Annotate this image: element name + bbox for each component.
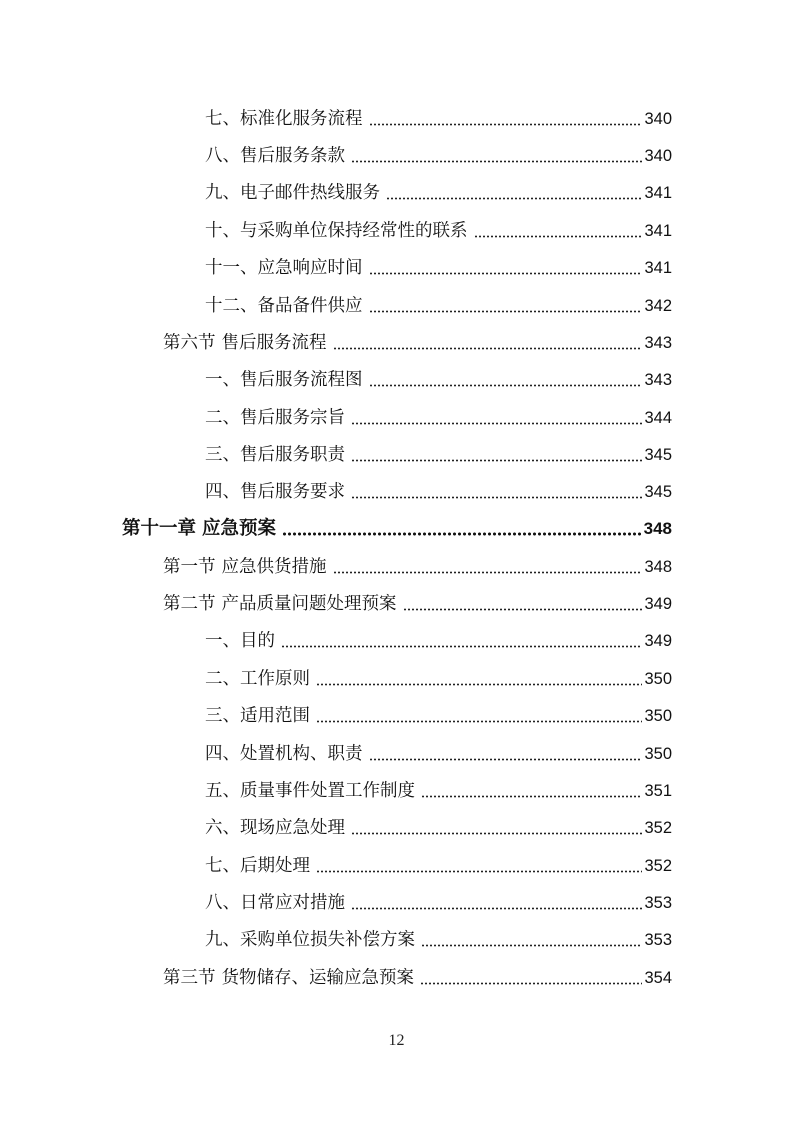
toc-entry	[205, 928, 672, 952]
toc-leader-dots	[316, 683, 642, 686]
toc-entry	[205, 256, 672, 280]
toc-entry-number: 八、	[205, 146, 240, 166]
toc-leader-dots	[369, 272, 643, 275]
toc-entry-number: 六、	[205, 818, 240, 838]
toc-leader-dots	[282, 532, 642, 536]
toc-entry-number: 七、	[205, 109, 240, 129]
toc-leader-dots	[333, 347, 643, 350]
toc-entry	[205, 779, 672, 803]
toc-section-entry	[163, 555, 672, 579]
toc-entry	[205, 368, 672, 392]
toc-entry-page: 345	[644, 483, 672, 501]
toc-entry	[205, 144, 672, 168]
toc-leader-dots	[333, 571, 643, 574]
toc-entry	[205, 443, 672, 467]
toc-entry-number: 二、	[205, 408, 240, 428]
toc-entry	[205, 294, 672, 318]
toc-entry-number: 十、	[205, 221, 240, 241]
toc-entry-number: 第六节	[163, 333, 216, 353]
toc-entry	[205, 107, 672, 131]
toc-leader-dots	[369, 758, 643, 761]
toc-entry-number: 四、	[205, 482, 240, 502]
toc-entry-page: 342	[644, 297, 672, 315]
toc-leader-dots	[316, 720, 642, 723]
toc-leader-dots	[421, 944, 642, 947]
toc-leader-dots	[369, 123, 643, 126]
toc-entry-title: 九、采购单位损失补偿方案	[205, 930, 415, 950]
toc-leader-dots	[403, 608, 643, 611]
toc-entry-number: 十二、	[205, 296, 258, 316]
toc-entry-page: 350	[644, 707, 672, 725]
toc-entry-page: 343	[644, 334, 672, 352]
toc-entry-title: 九、电子邮件热线服务	[205, 183, 380, 203]
toc-entry-number: 八、	[205, 893, 240, 913]
toc-entry-number: 七、	[205, 856, 240, 876]
toc-entry-number: 第一节	[163, 557, 216, 577]
toc-entry-title: 第一节 应急供货措施	[163, 557, 327, 577]
toc-entry-title: 七、标准化服务流程	[205, 109, 363, 129]
toc-entry-number: 一、	[205, 631, 240, 651]
toc-leader-dots	[351, 907, 642, 910]
toc-entry-title: 四、处置机构、职责	[205, 744, 363, 764]
toc-entry-page: 344	[644, 409, 672, 427]
toc-entry-number: 一、	[205, 370, 240, 390]
toc-entry-title: 第六节 售后服务流程	[163, 333, 327, 353]
page-number: 12	[388, 1032, 405, 1049]
toc-leader-dots	[281, 645, 642, 648]
toc-entry	[205, 816, 672, 840]
toc-entry-page: 354	[644, 969, 672, 987]
toc-entry	[205, 704, 672, 728]
toc-entry	[205, 742, 672, 766]
toc-leader-dots	[351, 459, 642, 462]
toc-entry-page: 341	[644, 222, 672, 240]
toc-entry-number: 四、	[205, 744, 240, 764]
toc-entry-page: 349	[644, 595, 672, 613]
toc-entry-number: 十一、	[205, 258, 258, 278]
toc-entry-title: 六、现场应急处理	[205, 818, 345, 838]
toc-entry-number: 三、	[205, 706, 240, 726]
toc-entry-page: 345	[644, 446, 672, 464]
toc-entry-number: 二、	[205, 669, 240, 689]
toc-entry-title: 第十一章 应急预案	[122, 518, 277, 539]
toc-leader-dots	[369, 310, 643, 313]
toc-entry	[205, 181, 672, 205]
toc-leader-dots	[421, 795, 642, 798]
toc-entry-title: 第三节 货物储存、运输应急预案	[163, 968, 414, 988]
toc-entry-page: 351	[644, 782, 672, 800]
toc-chapter-entry	[122, 517, 672, 541]
toc-entry-number: 第十一章	[122, 518, 197, 539]
toc-entry-page: 348	[644, 558, 672, 576]
toc-leader-dots	[474, 235, 643, 238]
toc-entry-title: 第二节 产品质量问题处理预案	[163, 594, 397, 614]
toc-section-entry	[163, 331, 672, 355]
toc-leader-dots	[316, 870, 642, 873]
toc-entry-title: 二、售后服务宗旨	[205, 408, 345, 428]
toc-entry	[205, 629, 672, 653]
toc-entry-number: 九、	[205, 183, 240, 203]
toc-entry-number: 五、	[205, 781, 240, 801]
toc-section-entry	[163, 592, 672, 616]
toc-entry-page: 341	[644, 184, 672, 202]
toc-leader-dots	[351, 832, 642, 835]
toc-leader-dots	[351, 496, 642, 499]
toc-leader-dots	[369, 384, 643, 387]
toc-entry-number: 三、	[205, 445, 240, 465]
toc-entry-title: 一、售后服务流程图	[205, 370, 363, 390]
toc-entry	[205, 219, 672, 243]
toc-entry-page: 349	[644, 632, 672, 650]
toc-entry-title: 一、目的	[205, 631, 275, 651]
toc-entry-page: 340	[644, 147, 672, 165]
toc-entry-page: 350	[644, 670, 672, 688]
toc-leader-dots	[351, 160, 642, 163]
toc-entry-number: 第三节	[163, 968, 216, 988]
toc-leader-dots	[351, 422, 642, 425]
toc-leader-dots	[420, 982, 642, 985]
toc-entry-title: 十一、应急响应时间	[205, 258, 363, 278]
toc-entry-title: 八、日常应对措施	[205, 893, 345, 913]
toc-entry-title: 十、与采购单位保持经常性的联系	[205, 221, 468, 241]
toc-entry-title: 七、后期处理	[205, 856, 310, 876]
toc-entry-title: 四、售后服务要求	[205, 482, 345, 502]
toc-entry-page: 340	[644, 110, 672, 128]
toc-entry-title: 二、工作原则	[205, 669, 310, 689]
toc-entry-page: 350	[644, 745, 672, 763]
toc-entry	[205, 891, 672, 915]
toc-leader-dots	[386, 197, 642, 200]
toc-entry-page: 353	[644, 931, 672, 949]
toc-entry	[205, 667, 672, 691]
toc-entry	[205, 854, 672, 878]
toc-entry-title: 三、适用范围	[205, 706, 310, 726]
toc-entry-page: 348	[643, 519, 672, 538]
toc-entry-title: 八、售后服务条款	[205, 146, 345, 166]
toc-entry-title: 十二、备品备件供应	[205, 296, 363, 316]
toc-entry-page: 352	[644, 819, 672, 837]
toc-entry-page: 341	[644, 259, 672, 277]
toc-entry-number: 第二节	[163, 594, 216, 614]
toc-entry-page: 343	[644, 371, 672, 389]
toc-entry-page: 352	[644, 857, 672, 875]
toc-entry-page: 353	[644, 894, 672, 912]
toc-section-entry	[163, 966, 672, 990]
toc-entry-number: 九、	[205, 930, 240, 950]
toc-entry-title: 五、质量事件处置工作制度	[205, 781, 415, 801]
toc-entry	[205, 406, 672, 430]
toc-entry-title: 三、售后服务职责	[205, 445, 345, 465]
toc-entry	[205, 480, 672, 504]
